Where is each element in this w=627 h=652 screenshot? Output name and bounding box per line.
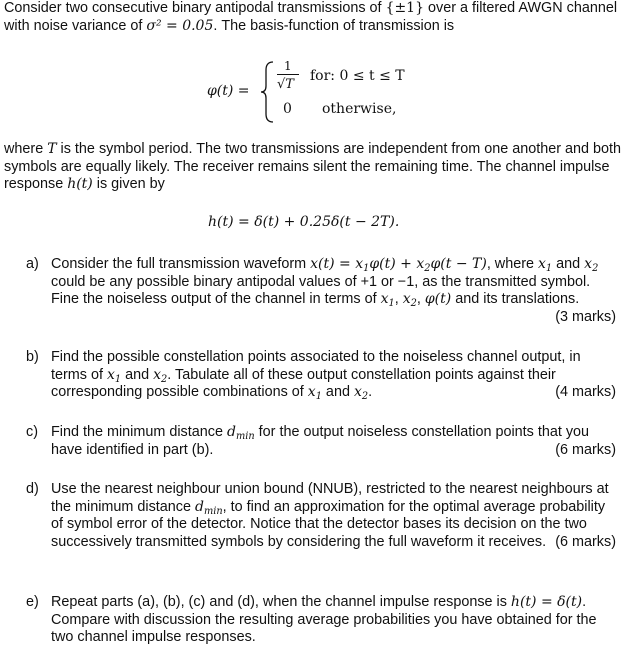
symbol-set: {±1} xyxy=(385,0,424,16)
impulse-equation-text: h(t) = δ(t) + 0.25δ(t − 2T). xyxy=(208,214,400,230)
case1-numerator: 1 xyxy=(284,59,292,73)
question-text: Repeat parts (a), (b), (c) and (d), when the channel impulse response is h(t) = δ(t). Compare with discussion the resulting average probabilities you have obtained for the two channel impulse responses. xyxy=(51,594,597,646)
question-marks: (4 marks) xyxy=(555,384,616,401)
basis-function-equation xyxy=(0,56,627,128)
description-paragraph xyxy=(4,141,622,194)
impulse-response-equation xyxy=(0,214,627,236)
intro-text-b: over a filtered AWGN channel with noise variance of xyxy=(4,0,618,34)
question-text: Use the nearest neighbour union bound (NNUB), restricted to the nearest neighbours at the minimum distance $d_{min}$, to find an approximation for the optimal average probability of symbol error of the detector. Notice that the detector bases its decision on the two successively transmitted symbols by considering the full waveform it receives. (6 marks) xyxy=(51,481,616,550)
question-d xyxy=(26,481,616,551)
noise-variance: σ² = 0.05 xyxy=(146,17,214,34)
intro-text-c: . The basis-function of transmission is xyxy=(213,17,455,34)
question-marks: (6 marks) xyxy=(555,533,616,550)
case1-condition: for: 0 ≤ t ≤ T xyxy=(310,68,405,84)
question-e xyxy=(26,594,616,647)
question-c xyxy=(26,424,616,459)
left-brace-icon xyxy=(260,60,276,124)
intro-paragraph xyxy=(4,0,622,35)
question-label: c) xyxy=(26,424,38,440)
impulse-response-symbol: h(t) xyxy=(67,176,93,193)
para2-text-a: where xyxy=(4,141,48,157)
case2-value: 0 xyxy=(283,101,292,117)
case2-condition: otherwise, xyxy=(322,101,397,117)
para2-text-b: is the symbol period. The two transmissions are independent from one another and both symbols are equally likely. The receiver remains silent the remaining time. The channel impulse response xyxy=(4,141,622,193)
fraction-bar xyxy=(277,74,299,75)
question-b xyxy=(26,349,616,402)
question-label: e) xyxy=(26,594,39,610)
question-a xyxy=(26,256,616,326)
para2-text-c: is given by xyxy=(92,176,165,193)
question-marks: (3 marks) xyxy=(555,308,616,325)
question-label: d) xyxy=(26,481,39,497)
case1-denominator: √T xyxy=(277,77,294,92)
question-label: a) xyxy=(26,256,39,272)
question-text: Find the possible constellation points associated to the noiseless channel output, in terms of $x_1$ and $x_2$. Tabulate all of these output constellation points against their corresponding possible combinations of $x_1$ and $x_2$. (4 marks) xyxy=(51,349,616,403)
question-marks: (6 marks) xyxy=(555,441,616,458)
question-text: Consider the full transmission waveform $x(t) = x_1\varphi(t) + x_2\varphi(t - T)$, where $x_1$ and $x_2$ could be any possible binary antipodal values of +1 or −1, as the transmitted symbol. Fine the noiseless output of the channel in terms of $x_1$, $x_2$, φ(t) and its translations. (3 marks) xyxy=(51,256,616,325)
symbol-period: T xyxy=(47,141,57,157)
basis-lhs: φ(t) = xyxy=(207,83,250,99)
question-label: b) xyxy=(26,349,39,365)
intro-text-a: Consider two consecutive binary antipodal transmissions of xyxy=(4,0,386,16)
question-text: Find the minimum distance $d_{min}$ for the output noiseless constellation points that you have identified in part (b). (6 marks) xyxy=(51,424,616,458)
